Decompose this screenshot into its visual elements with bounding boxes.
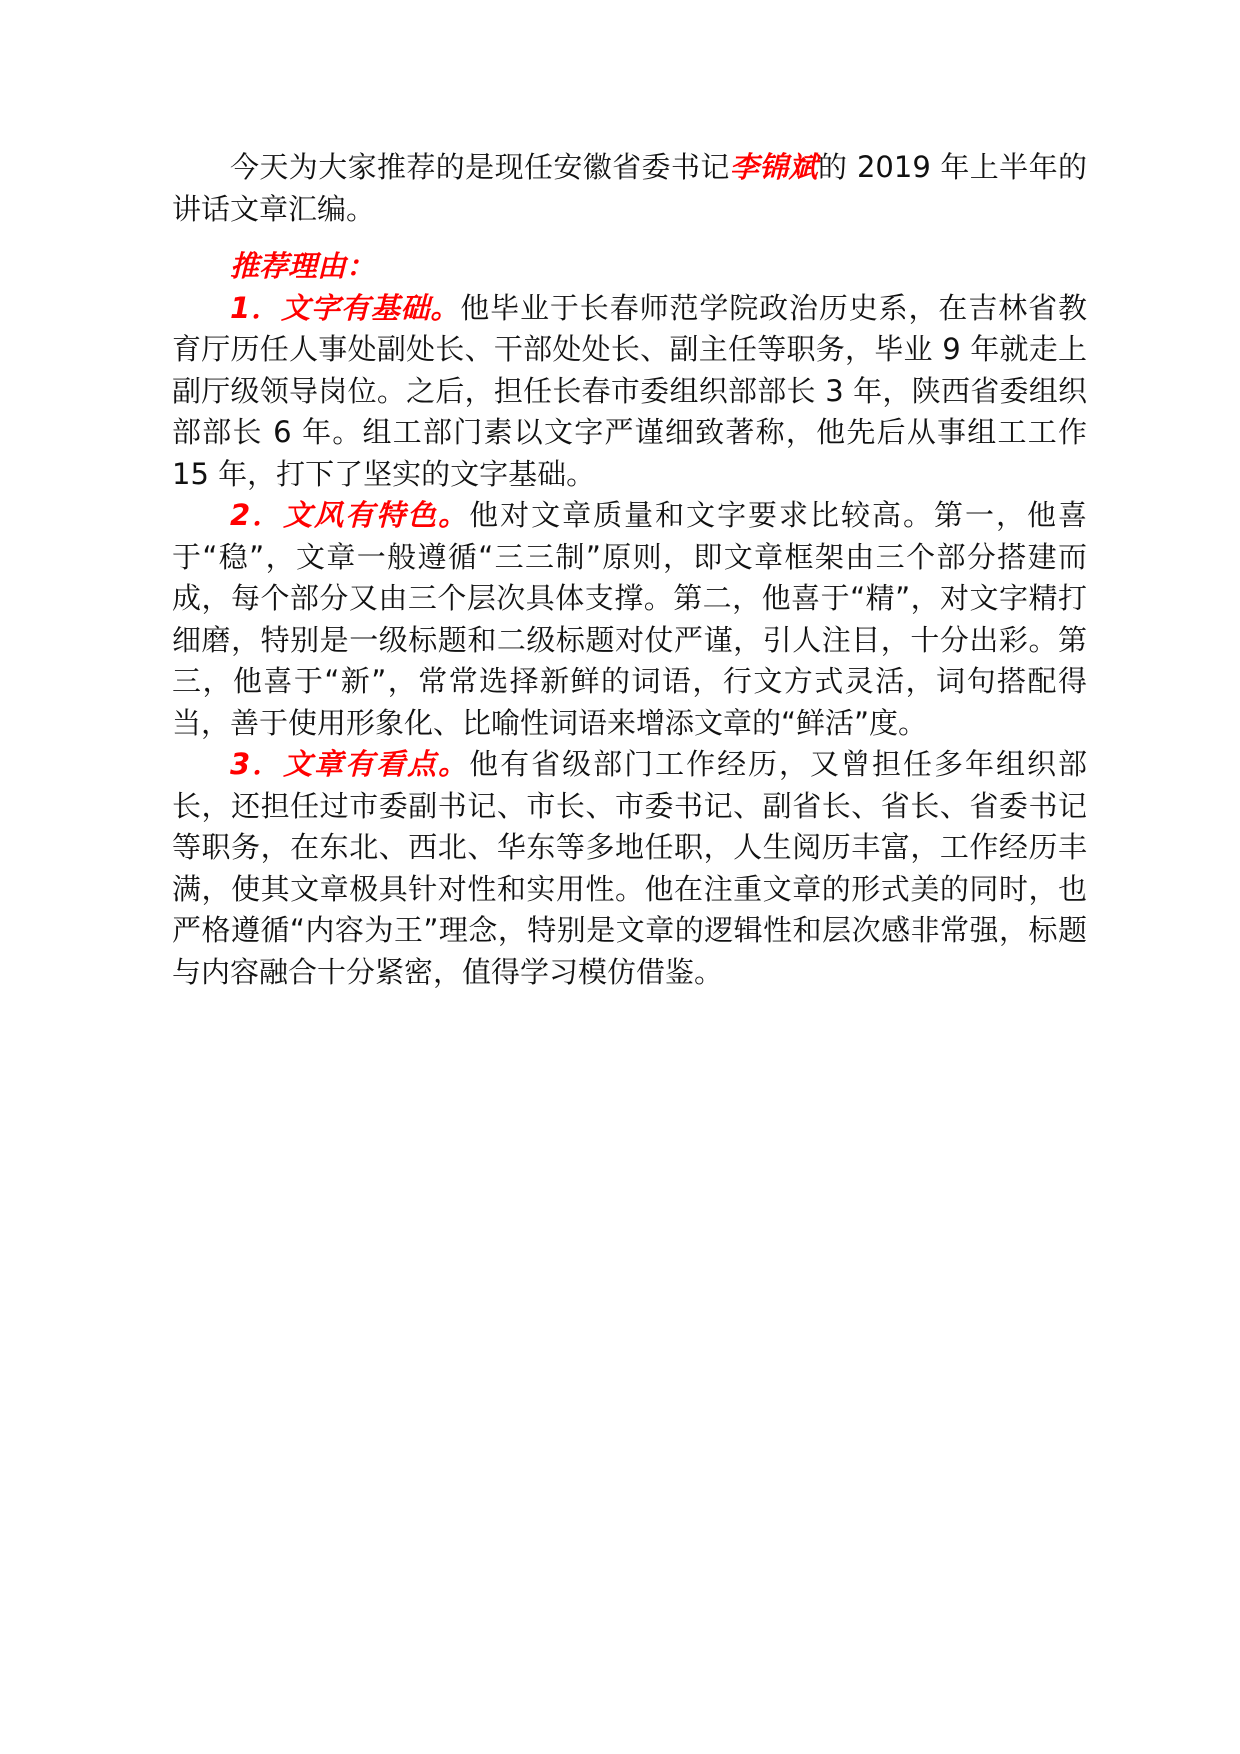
paragraph-spacer [172, 230, 1087, 246]
reason-paragraph-1 [172, 288, 1087, 496]
reason-heading-3: 3．文章有看点。 [230, 747, 470, 781]
reason-text-1: 他毕业于长春师范学院政治历史系，在吉林省教育厅历任人事处副处长、干部处处长、副主任等职务，毕业 9 年就走上副厅级领导岗位。之后，担任长春市委组织部部长 3 年，陕西省委组织部部长 6 年。组工部门素以文字严谨细致著称，他先后从事组工工作 15 年，打下了坚实的文字基础。 [172, 290, 1087, 491]
document-body [172, 147, 1087, 993]
reasons-heading: 推荐理由： [230, 249, 376, 283]
reason-text-3: 他有省级部门工作经历，又曾担任多年组织部长，还担任过市委副书记、市长、市委书记、副省长、省长、省委书记等职务，在东北、西北、华东等多地任职，人生阅历丰富，工作经历丰满，使其文章极具针对性和实用性。他在注重文章的形式美的同时，也严格遵循“内容为王”理念，特别是文章的逻辑性和层次感非常强，标题与内容融合十分紧密，值得学习模仿借鉴。 [172, 747, 1087, 989]
reason-heading-1: 1．文字有基础。 [230, 290, 461, 325]
highlighted-name: 李锦斌 [729, 150, 818, 184]
reason-paragraph-2 [172, 495, 1087, 744]
reason-text-2: 他对文章质量和文字要求比较高。第一，他喜于“稳”，文章一般遵循“三三制”原则，即文章框架由三个部分搭建而成，每个部分又由三个层次具体支撑。第二，他喜于“精”，对文字精打细磨，特别是一级标题和二级标题对仗严谨，引人注目，十分出彩。第三，他喜于“新”，常常选择新鲜的词语，行文方式灵活，词句搭配得当，善于使用形象化、比喻性词语来增添文章的“鲜活”度。 [172, 498, 1087, 740]
reasons-heading-paragraph [172, 246, 1087, 288]
intro-text-after-name: 的 2019 年上半年的讲话文章汇编。 [172, 150, 1087, 226]
reason-heading-2: 2．文风有特色。 [230, 498, 470, 532]
reason-paragraph-3 [172, 744, 1087, 993]
intro-paragraph [172, 147, 1087, 230]
intro-text-before-name: 今天为大家推荐的是现任安徽省委书记 [230, 150, 730, 184]
